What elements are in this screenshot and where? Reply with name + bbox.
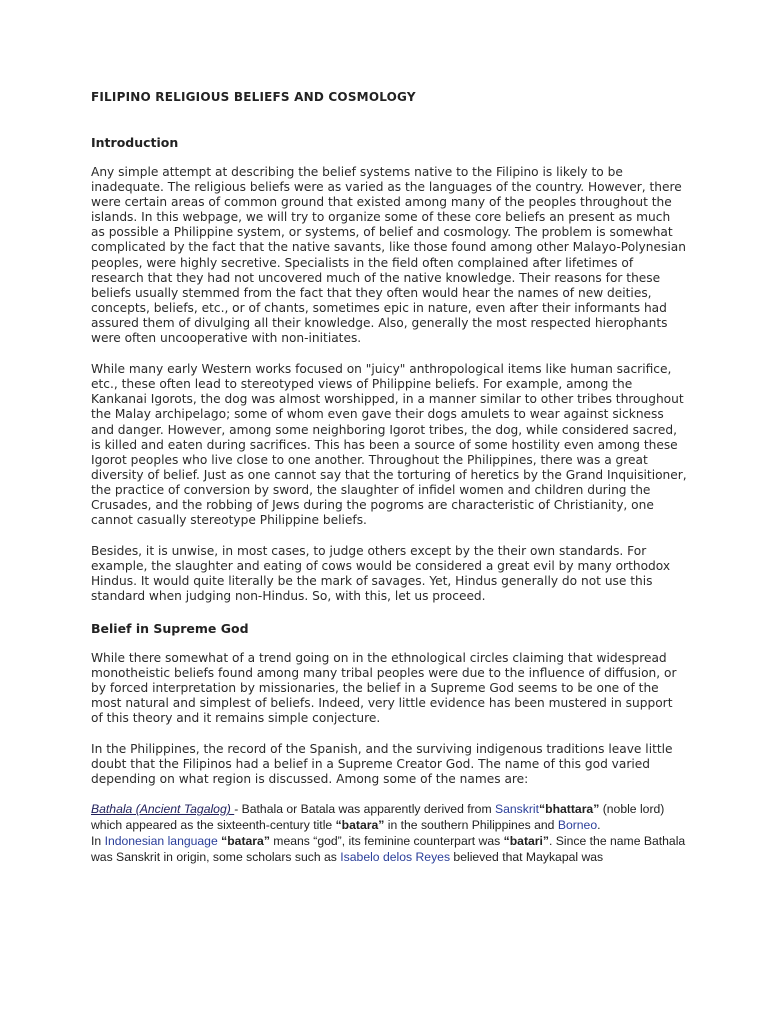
bathala-text-4: . bbox=[597, 818, 601, 833]
bathala-text-2: (noble lord) which appeared as the sixteenth-century title bbox=[91, 802, 665, 833]
isabelo-delos-reyes-link[interactable]: Isabelo delos Reyes bbox=[340, 850, 451, 865]
sanskrit-link[interactable]: Sanskrit bbox=[495, 802, 540, 817]
intro-paragraph-1: Any simple attempt at describing the belief systems native to the Filipino is likely to be inadequate. The religious beliefs were as varied as the languages of the country. However, there were certain areas of common ground that existed among many of the peoples throughout the islands. In this webpage, we will try to organize some of these core beliefs an present as much as possible a Philippine system, or systems, of belief and cosmology. The problem is somewhat complicated by the fact that the native savants, like those found among other Malayo-Polynesian peoples, were highly secretive. Specialists in the field often complained after lifetimes of research that they had not uncovered much of the native knowledge. Their reasons for these beliefs usually stemmed from the fact that they often would hear the names of new deities, concepts, beliefs, etc., or of chants, sometimes epic in nature, even after their informants had assured them of divulging all their knowledge. Also, generally the most respected hierophants were often uncooperative with non-initiates. bbox=[91, 165, 686, 346]
bhattara-term: “bhattara” bbox=[539, 802, 600, 817]
bathala-text-3: in the southern Philippines and bbox=[384, 818, 558, 833]
batara-term-1: “batara” bbox=[335, 818, 385, 833]
supreme-god-paragraph-2: In the Philippines, the record of the Spanish, and the surviving indigenous traditions leave little doubt that the Filipinos had a belief in a Supreme Creator God. The name of this god varied depending on what region is discussed. Among some of the names are: bbox=[91, 742, 673, 787]
batari-term: “batari” bbox=[503, 834, 550, 849]
bathala-text-1: - Bathala or Batala was apparently derived from bbox=[234, 802, 495, 817]
intro-paragraph-3: Besides, it is unwise, in most cases, to judge others except by the their own standards. For example, the slaughter and eating of cows would be considered a great evil by many orthodox Hindus. It would quite literally be the mark of savages. Yet, Hindus generally do not use this standard when judging non-Hindus. So, with this, let us proceed. bbox=[91, 544, 671, 604]
bathala-text-7: means “god”, its feminine counterpart was bbox=[269, 834, 504, 849]
document-title: FILIPINO RELIGIOUS BELIEFS AND COSMOLOGY bbox=[91, 90, 416, 104]
bathala-term-link[interactable]: Bathala (Ancient Tagalog) bbox=[91, 802, 235, 817]
bathala-entry bbox=[91, 801, 687, 865]
introduction-heading: Introduction bbox=[91, 135, 179, 150]
batara-term-2: “batara” bbox=[221, 834, 270, 849]
document-page bbox=[91, 90, 687, 865]
borneo-link[interactable]: Borneo bbox=[557, 818, 598, 833]
supreme-god-heading: Belief in Supreme God bbox=[91, 620, 249, 636]
bathala-text-9: believed that Maykapal was bbox=[450, 850, 604, 865]
indonesian-language-link[interactable]: Indonesian language bbox=[104, 834, 218, 849]
bathala-text-5: In bbox=[91, 834, 105, 849]
bathala-text-8: . Since the name Bathala was Sanskrit in origin, some scholars such as bbox=[91, 834, 686, 865]
supreme-god-paragraph-1: While there somewhat of a trend going on in the ethnological circles claiming that widespread monotheistic beliefs found among many tribal peoples were due to the influence of diffusion, or by forced interpretation by missionaries, the belief in a Supreme God seems to be one of the most natural and simplest of beliefs. Indeed, very little evidence has been mustered in support of this theory and it remains simple conjecture. bbox=[91, 650, 677, 725]
intro-paragraph-2: While many early Western works focused on "juicy" anthropological items like human sacrifice, etc., these often lead to stereotyped views of Philippine beliefs. For example, among the Kankanai Igorots, the dog was almost worshipped, in a manner similar to other tribes throughout the Malay archipelago; some of whom even gave their dogs amulets to wear against sickness and danger. However, among some neighboring Igorot tribes, the dog, while considered sacred, is killed and eaten during sacrifices. This has been a source of some hostility even among these Igorot peoples who live close to one another. Throughout the Philippines, there was a great diversity of belief. Just as one cannot say that the torturing of heretics by the Grand Inquisitioner, the practice of conversion by sword, the slaughter of infidel women and children during the Crusades, and the robbing of Jews during the pogroms are characteristic of Christianity, one cannot casually stereotype Philippine beliefs. bbox=[91, 362, 687, 528]
